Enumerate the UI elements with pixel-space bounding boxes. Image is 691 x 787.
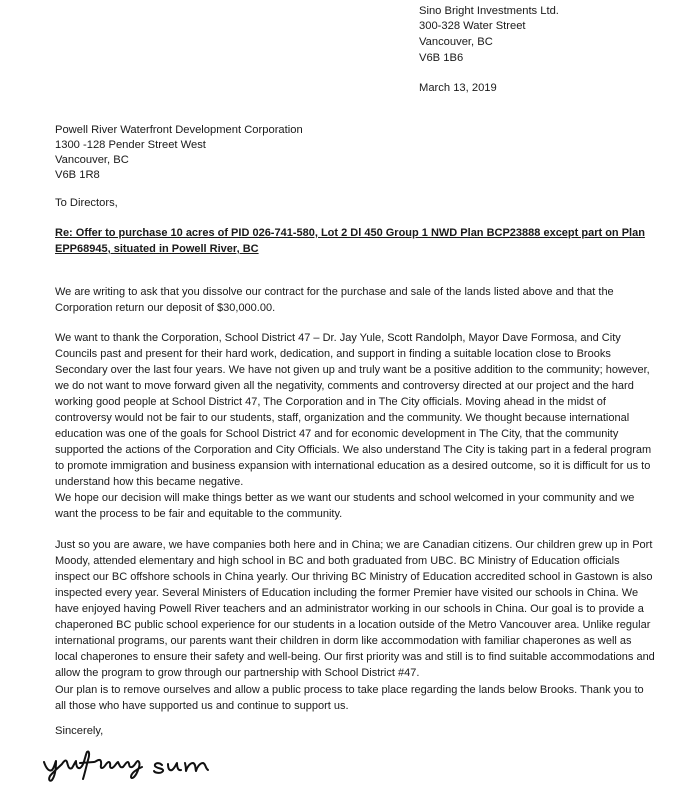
- recipient-street: 1300 -128 Pender Street West: [55, 139, 206, 151]
- paragraph-3: We hope our decision will make things better as we want our students and school welcomed in your community and we want the process to be fair and equitable to the community.: [55, 492, 635, 520]
- handwritten-signature: [40, 746, 230, 784]
- paragraph-1: We are writing to ask that you dissolve our contract for the purchase and sale of the lands listed above and that the Corporation return our deposit of $30,000.00.: [55, 286, 614, 314]
- sender-street: 300-328 Water Street: [419, 20, 526, 32]
- recipient-name: Powell River Waterfront Development Corporation: [55, 124, 303, 136]
- recipient-city: Vancouver, BC: [55, 154, 129, 166]
- paragraph-5: Our plan is to remove ourselves and allow a public process to take place regarding the lands below Brooks. Thank you to all those who have supported us and continue to support us.: [55, 684, 644, 712]
- sender-postal: V6B 1B6: [419, 52, 464, 64]
- letter-date: March 13, 2019: [419, 82, 497, 94]
- sender-name: Sino Bright Investments Ltd.: [419, 5, 559, 17]
- paragraph-2: We want to thank the Corporation, School District 47 – Dr. Jay Yule, Scott Randolph, Mayor Dave Formosa, and City Councils past and present for their hard work, dedication, and support in finding a suitable location close to Brooks Secondary over the last four years. We have not given up and truly want be a positive addition to the community; however, we do not want to move forward given all the negativity, comments and controversy directed at our project and the hard working good people at School District 47, The Corporation and in The City officials. Moving ahead in the midst of controversy would not be fair to our students, staff, organization and the community. We thought because international education was one of the goals for School District 47 and for economic development in The City, that the community supported the actions of the Corporation and City Officials. We also understand The City is taking part in a federal program to promote immigration and business expansion with international education as a desired outcome, so it is difficult for us to understand how this became negative.: [55, 332, 652, 488]
- recipient-postal: V6B 1R8: [55, 169, 100, 181]
- salutation: To Directors,: [55, 197, 118, 209]
- closing: Sincerely,: [55, 725, 104, 737]
- subject-line: Re: Offer to purchase 10 acres of PID 026-741-580, Lot 2 Dl 450 Group 1 NWD Plan BCP23888 except part on Plan EPP68945, situated in Powell River, BC: [55, 227, 645, 255]
- paragraph-4: Just so you are aware, we have companies both here and in China; we are Canadian citizens. Our children grew up in Port Moody, attended elementary and high school in BC and both graduated from UBC. BC Ministry of Education officials inspect our BC offshore schools in China yearly. Our thriving BC Ministry of Education accredited school in Gastown is also inspected every year. Several Ministers of Education including the former Premier have visited our schools in China. We have enjoyed having Powell River teachers and an administrator working in our schools in China. Our goal is to provide a chaperoned BC public school experience for our students in a location outside of the Metro Vancouver area. Unlike regular international programs, our parents want their children in dorm like accommodation with familiar chaperones as well as local chaperones to ensure their safety and well-being. Our first priority was and still is to find suitable accommodations and allow the program to grow through our partnership with School District #47.: [55, 539, 655, 679]
- sender-city: Vancouver, BC: [419, 36, 493, 48]
